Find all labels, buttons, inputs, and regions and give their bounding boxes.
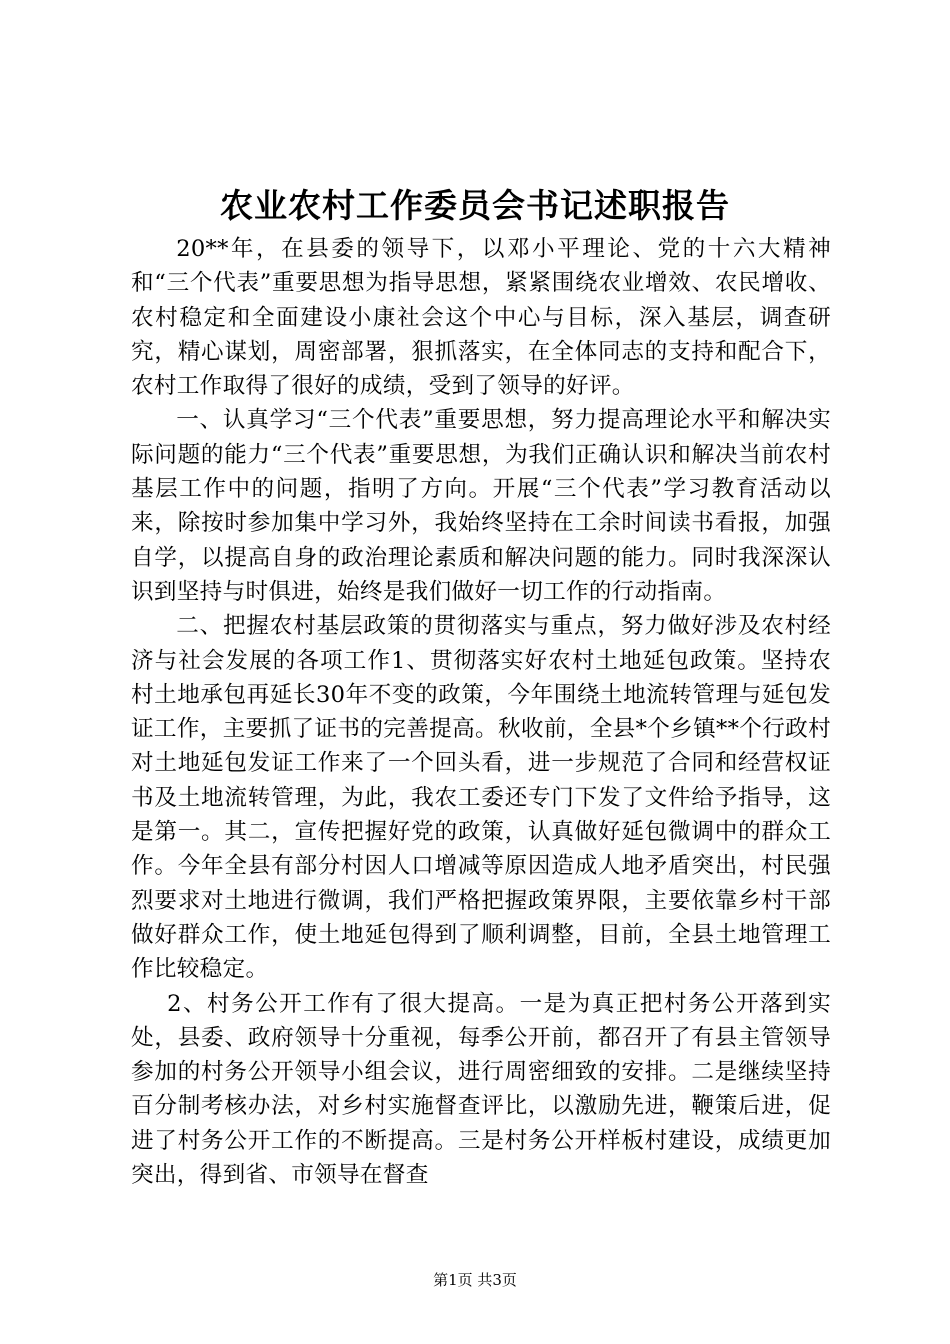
page-number: 第1页 共3页 bbox=[433, 1271, 517, 1289]
document-body bbox=[131, 232, 831, 1192]
paragraph-item-2: 2、村务公开工作有了很大提高。一是为真正把村务公开落到实处，县委、政府领导十分重视，每季公开前，都召开了有县主管领导参加的村务公开领导小组会议，进行周密细致的安排。二是继续坚持百分制考核办法，对乡村实施督查评比，以激励先进，鞭策后进，促进了村务公开工作的不断提高。三是村务公开样板村建设，成绩更加突出，得到省、市领导在督查 bbox=[131, 990, 831, 1189]
paragraph-section-1: 一、认真学习“三个代表”重要思想，努力提高理论水平和解决实际问题的能力“三个代表”重要思想，为我们正确认识和解决当前农村基层工作中的问题，指明了方向。开展“三个代表”学习教育活动以来，除按时参加集中学习外，我始终坚持在工余时间读书看报，加强自学，以提高自身的政治理论素质和解决问题的能力。同时我深深认识到坚持与时俱进，始终是我们做好一切工作的行动指南。 bbox=[131, 407, 831, 605]
paragraph-section-2: 二、把握农村基层政策的贯彻落实与重点，努力做好涉及农村经济与社会发展的各项工作1、贯彻落实好农村土地延包政策。坚持农村土地承包再延长30年不变的政策，今年围绕土地流转管理与延包发证工作，主要抓了证书的完善提高。秋收前，全县*个乡镇**个行政村对土地延包发证工作来了一个回头看，进一步规范了合同和经营权证书及土地流转管理，为此，我农工委还专门下发了文件给予指导，这是第一。其二，宣传把握好党的政策，认真做好延包微调中的群众工作。今年全县有部分村因人口增减等原因造成人地矛盾突出，村民强烈要求对土地进行微调，我们严格把握政策界限，主要依靠乡村干部做好群众工作，使土地延包得到了顺利调整，目前，全县土地管理工作比较稳定。 bbox=[131, 613, 831, 983]
paragraph-intro: 20**年，在县委的领导下，以邓小平理论、党的十六大精神和“三个代表”重要思想为指导思想，紧紧围绕农业增效、农民增收、农村稳定和全面建设小康社会这个中心与目标，深入基层，调查研究，精心谋划，周密部署，狠抓落实，在全体同志的支持和配合下，农村工作取得了很好的成绩，受到了领导的好评。 bbox=[131, 236, 831, 400]
document-title: 农业农村工作委员会书记述职报告 bbox=[220, 186, 730, 225]
